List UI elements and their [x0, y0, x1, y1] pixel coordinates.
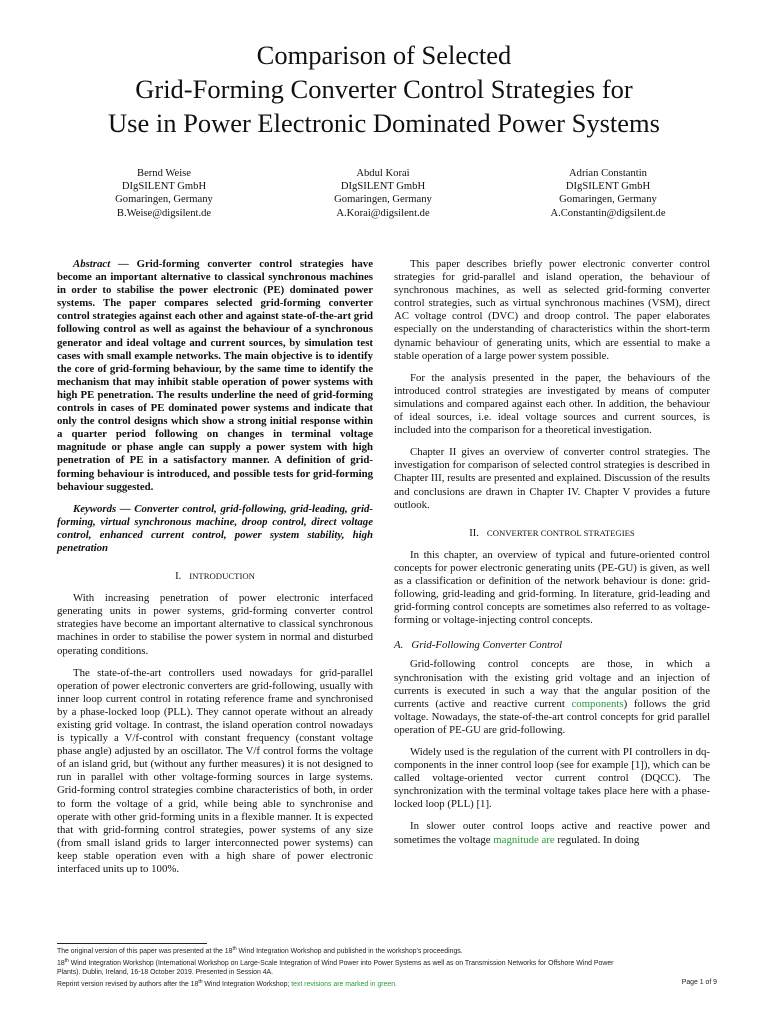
keywords: Keywords — Converter control, grid-following, grid-leading, grid-forming, virtual synchronous machine, droop control, direct voltage control, enhanced current control, power system stability, high penetration [57, 502, 373, 554]
page-number: Page 1 of 9 [681, 978, 717, 986]
superscript: th [232, 946, 237, 952]
title-line-3: Use in Power Electronic Dominated Power Systems [108, 108, 660, 138]
abstract-text: — Grid-forming converter control strategies have become an important alternative to classical synchronous machines in order to stabilise the power electronic (PE) dominated power systems. The paper compares selected grid-forming converter control strategies against each other and against state-of-the-art grid following control as well as against the behaviour of a synchronous generator and ideal voltage and current sources, by simulation test cases with small example networks. The main objective is to identify the core of grid-forming behaviour, by the same time to identify the mechanism that may inhibit stable operation of power systems with high PE penetration. The results underline the need of grid-forming controls in cases of PE dominated power systems and indicate that only the control designs which show a strong initial response within a quarter period following on changes in terminal voltage magnitude or phase angle can supply a power system with high penetration of PE in a satisfactory manner. A definition of grid-forming behaviour is introduced, and possible tests for grid-forming behaviour suggested. [57, 258, 373, 493]
superscript: th [198, 978, 203, 985]
author-org: DIgSILENT GmbH [121, 181, 207, 193]
author-location: Gomaringen, Germany [559, 194, 657, 206]
text-run: Wind Integration Workshop; [202, 980, 292, 988]
footer-line-4 [57, 978, 717, 990]
subsection-label: A. [394, 639, 404, 652]
section-title: INTRODUCTION [189, 571, 255, 582]
revised-text: magnitude are [493, 833, 555, 846]
subsectionA-paragraph-2: Widely used is the regulation of the current with PI controllers in dq-components in the inner control loop (see for example [1]), which can be called voltage-oriented vector current control (DQCC). The synchronization with the terminal voltage takes place here with a phase-locked loop (PLL) [1]. [394, 746, 710, 811]
text-run: Wind Integration Workshop and published in the workshop's proceedings. [236, 948, 463, 955]
intro-paragraph-3: This paper describes briefly power electronic converter control strategies for grid-parallel and island operation, the behaviour of synchronous machines, as well as selected grid-forming converter control strategies, such as virtual synchronous machines (VSM), direct AC voltage control (DVC) and droop control. The paper elaborates especially on the understanding of characteristics within the short-term dynamic behaviour of generating units, which are essential to make a stable operation of a large power system possible. [394, 258, 710, 362]
paper-title [0, 38, 768, 140]
text-run: ) follows the grid voltage. Nowadays, the state-of-the-art control concepts for grid parallel operation of PE-GU are grid-following. [394, 697, 710, 736]
author-org: DIgSILENT GmbH [565, 181, 651, 193]
subsectionA-paragraph-1 [394, 658, 710, 737]
left-column [57, 258, 373, 885]
text-run: In slower outer control loops active and reactive power and sometimes the voltage [394, 820, 710, 846]
abstract [57, 258, 373, 494]
author-email: B.Weise@digsilent.de [116, 207, 212, 219]
intro-paragraph-4: For the analysis presented in the paper, the behaviours of the introduced control strategies are investigated by means of computer simulations and compared against each other. In addition, the behaviour of ideal sources, i.e. ideal voltage sources and current sources, is included into the comparison for a theoretical investigation. [394, 371, 710, 437]
right-column [394, 258, 710, 856]
text-run: Wind Integration Workshop (International Workshop on Large-Scale Integration of Wind Power into Power Systems as well as on Transmission Networks for Offshore Wind Power [68, 959, 614, 967]
superscript: th [64, 957, 69, 964]
intro-paragraph-1: With increasing penetration of power electronic interfaced generating units in power systems, grid-forming converter control strategies have become an important alternative to classical synchronous machines in order to stabilise the power system in normal and disturbed operating conditions. [57, 592, 373, 657]
text-run: The original version of this paper was presented at the 18 [57, 948, 233, 955]
revision-note: text revisions are marked in green. [291, 980, 397, 988]
section2-paragraph-1: In this chapter, an overview of typical and future-oriented control concepts for power electronic generating units (PE-GU) is given, as well as a classification or definition of the network behaviour is done: grid-following, grid-leading and grid-forming. In literature, grid-leading and grid-forming control concepts are sometimes also referred to as voltage-forming or voltage-injecting control concepts. [394, 548, 710, 627]
author-email: A.Constantin@digsilent.de [550, 207, 666, 219]
section-number: I. [175, 571, 182, 583]
section-heading-converter-control [394, 527, 710, 540]
abstract-lead: Abstract [73, 258, 111, 270]
subsection-title: Grid-Following Converter Control [411, 639, 563, 652]
revised-text: components [571, 697, 624, 710]
text-run: Reprint version revised by authors after the 18 [57, 980, 199, 988]
footer-line-1 [57, 945, 717, 957]
author-email: A.Korai@digsilent.de [336, 207, 430, 219]
section-title: CONVERTER CONTROL STRATEGIES [486, 527, 635, 538]
subsection-heading-grid-following [394, 639, 710, 652]
page-footer [57, 945, 717, 989]
footer-line-3: Plants). Dublin, Ireland, 16-18 October 2019. Presented in Session 4A. [57, 969, 274, 977]
subsectionA-paragraph-3 [394, 820, 710, 846]
author-name: Bernd Weise [137, 168, 191, 179]
title-line-2: Grid-Forming Converter Control Strategies for [135, 74, 633, 104]
title-line-1: Comparison of Selected [256, 40, 512, 70]
author-location: Gomaringen, Germany [334, 194, 432, 206]
author-2 [263, 167, 503, 220]
section-number: II. [469, 527, 479, 539]
author-name: Adrian Constantin [569, 168, 647, 179]
author-location: Gomaringen, Germany [115, 194, 213, 206]
text-run: 18 [57, 959, 65, 967]
footer-line-2 [57, 957, 717, 969]
author-org: DIgSILENT GmbH [340, 181, 426, 193]
text-run: Grid-following control concepts are those, in which a synchronisation with the existing grid voltage and an injection of currents is executed in such a way that the angular position of the currents (active and reactive current [394, 658, 710, 710]
intro-paragraph-5: Chapter II gives an overview of converter control strategies. The investigation for comparison of selected control strategies is described in Chapter III, results are presented and explained. Discussion of the results and conclusions are drawn in Chapter IV. Chapter V provides a future outlook. [394, 446, 710, 511]
author-3 [488, 167, 728, 220]
author-1 [44, 167, 284, 220]
section-heading-introduction [57, 570, 373, 583]
intro-paragraph-2: The state-of-the-art controllers used nowadays for grid-parallel operation of power electronic converters are grid-following, usually with inner loop current control in rotating reference frame and synchronised by a phase-locked loop (PLL). They cannot operate without an already existing grid voltage. In contrast, the island operation control nowadays is typically a V/f-control with constant frequency (constant voltage phase angle) adjusted by an oscillator. The V/f control forms the voltage of an island grid, but (without any further measures) it is not designed to run in parallel with other voltage-forming sources in large systems. Grid-forming control strategies combine characteristics of both, in order to form the voltage of a grid, while being able to synchronise and operate with other grid-forming units in a flexible manner. It is expected that with grid-forming control strategies, power systems of any size (from small island grids to larger interconnected power systems) can keep stable operation even with a high share of power electronic interfaced units up to 100%. [57, 666, 373, 876]
text-run: regulated. In doing [554, 833, 640, 846]
author-name: Abdul Korai [356, 168, 410, 179]
footer-rule [57, 943, 207, 944]
